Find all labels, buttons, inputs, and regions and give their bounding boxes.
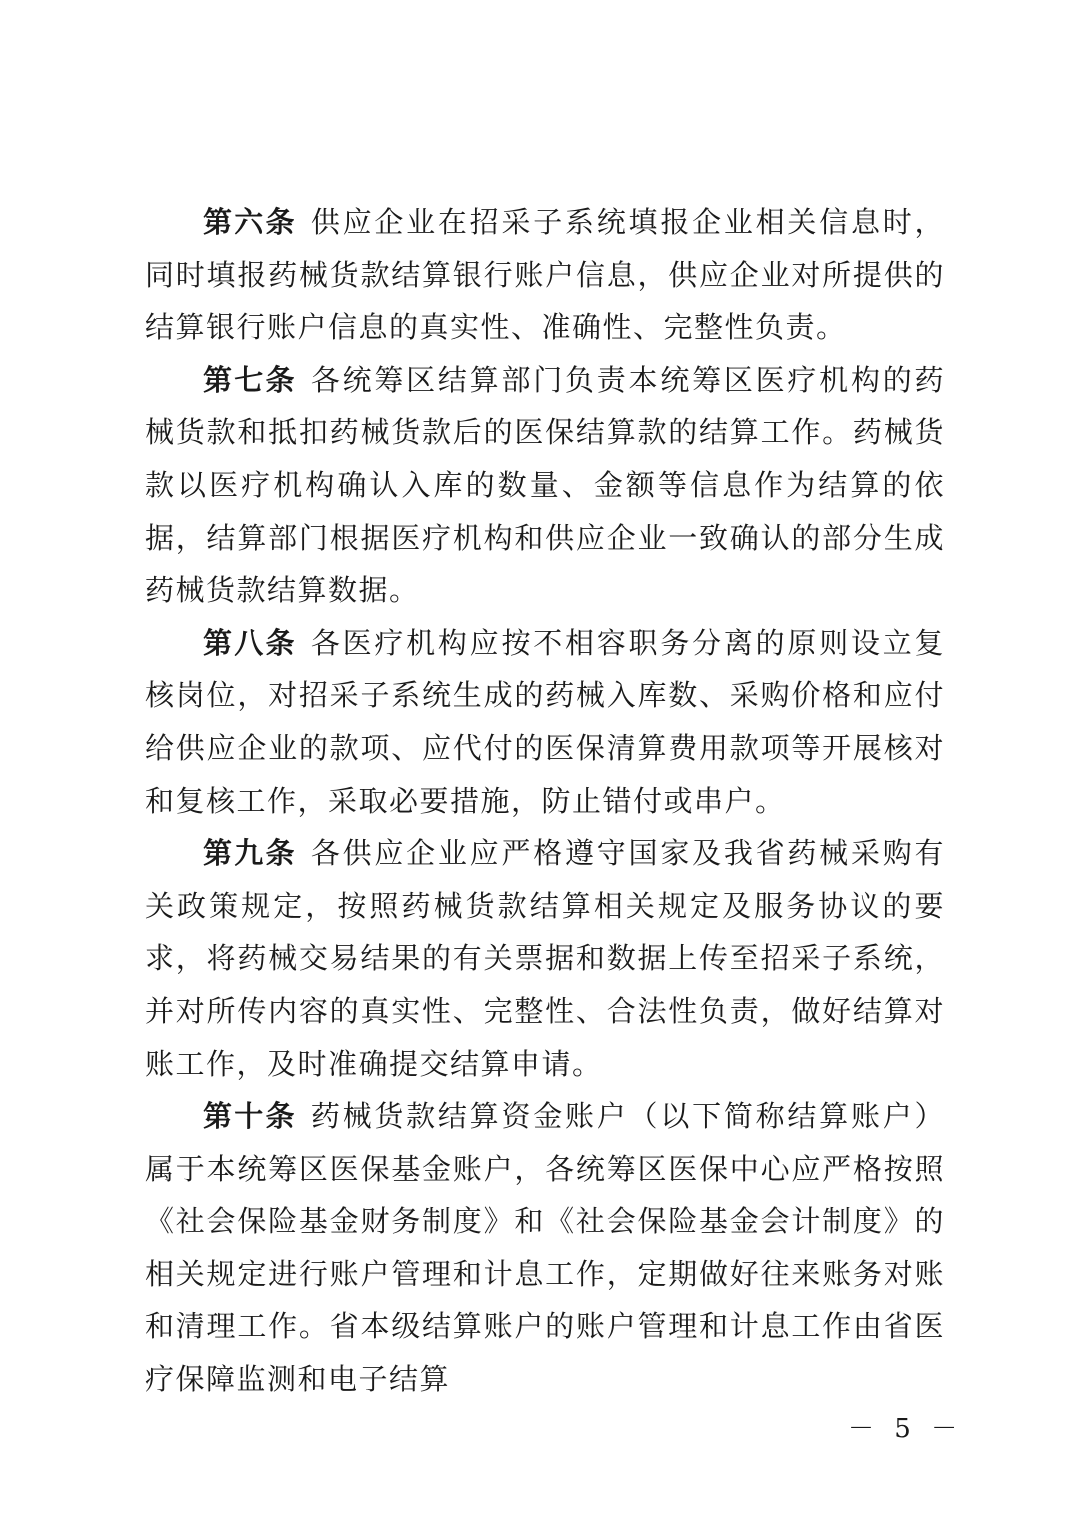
article-heading: 第十条 <box>203 1099 297 1134</box>
page-number: － 5 － <box>848 1414 964 1444</box>
article-heading: 第六条 <box>203 205 297 239</box>
article-heading: 第八条 <box>203 625 297 660</box>
article-heading: 第九条 <box>203 836 297 871</box>
article-text: 各供应企业应严格遵守国家及我省药械采购有关政策规定，按照药械货款结算相关规定及服务协议的要求，将药械交易结果的有关票据和数据上传至招采子系统，并对所传内容的真实性、完整性、合法性负责，做好结算对账工作，及时准确提交结算申请。 <box>145 836 945 1081</box>
article-heading: 第七条 <box>203 362 297 397</box>
article-10 <box>145 1090 945 1406</box>
article-8 <box>145 617 945 827</box>
article-text: 供应企业在招采子系统填报企业相关信息时，同时填报药械货款结算银行账户信息，供应企业对所提供的结算银行账户信息的真实性、准确性、完整性负责。 <box>145 205 945 345</box>
article-6 <box>145 196 945 354</box>
article-7 <box>145 354 945 617</box>
article-text: 各医疗机构应按不相容职务分离的原则设立复核岗位，对招采子系统生成的药械入库数、采购价格和应付给供应企业的款项、应代付的医保清算费用款项等开展核对和复核工作，采取必要措施，防止错付或串户。 <box>145 625 945 818</box>
article-text: 药械货款结算资金账户（以下简称结算账户）属于本统筹区医保基金账户，各统筹区医保中心应严格按照《社会保险基金财务制度》和《社会保险基金会计制度》的相关规定进行账户管理和计息工作，定期做好往来账务对账和清理工作。省本级结算账户的账户管理和计息工作由省医疗保障监测和电子结算 <box>145 1099 945 1397</box>
document-body <box>145 196 945 1406</box>
article-text: 各统筹区结算部门负责本统筹区医疗机构的药械货款和抵扣药械货款后的医保结算款的结算工作。药械货款以医疗机构确认入库的数量、金额等信息作为结算的依据，结算部门根据医疗机构和供应企业一致确认的部分生成药械货款结算数据。 <box>145 362 945 608</box>
article-9 <box>145 827 945 1090</box>
